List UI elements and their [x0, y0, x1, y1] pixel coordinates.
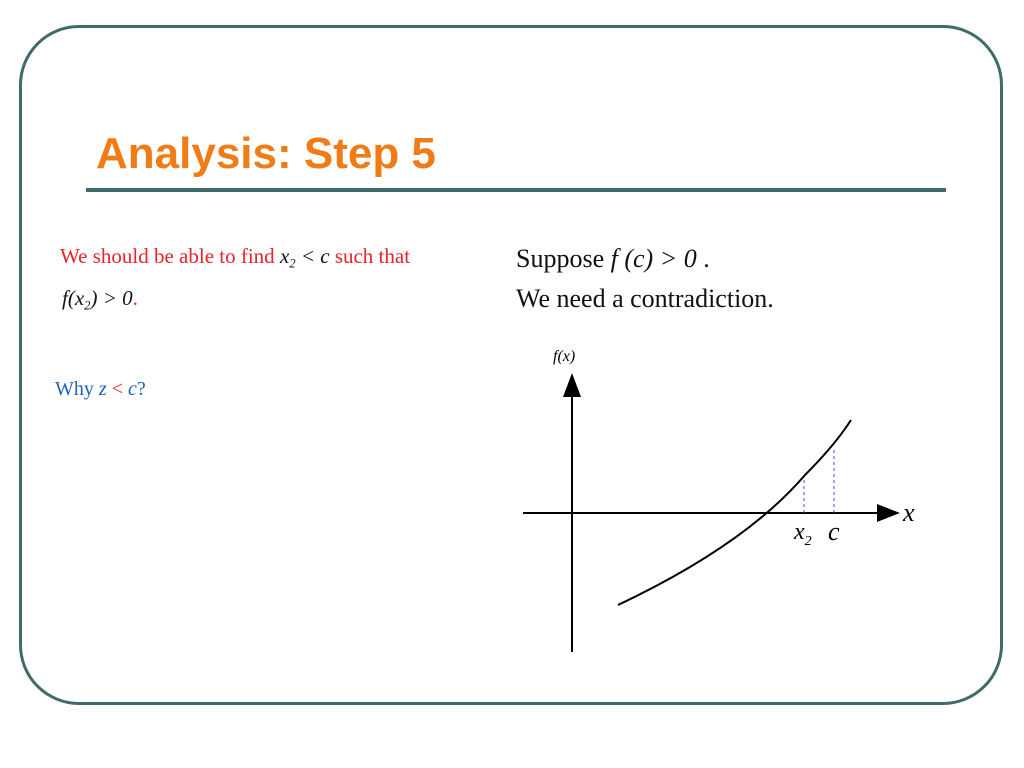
less-than-c-math: < c — [295, 244, 335, 268]
x-axis-label: x — [903, 498, 915, 527]
such-that-text: such that — [334, 244, 411, 268]
statement-period: . — [132, 286, 138, 310]
f-c-math: f (c) > 0 — [610, 244, 697, 273]
x2-label: $x_2$ — [794, 519, 812, 549]
y-axis-label: f(x) — [553, 348, 576, 365]
slide-title: Analysis: Step 5 — [96, 129, 436, 178]
red-statement-line2 — [62, 286, 138, 313]
function-graph — [505, 335, 925, 660]
why-question: Why z < c? — [55, 378, 146, 400]
red-statement-text: We should be able to find — [60, 244, 280, 268]
suppose-statement: Suppose f (c) > 0 . — [516, 244, 710, 273]
y-axis-arrow — [563, 373, 581, 397]
red-statement-line1 — [60, 244, 410, 271]
f-x2-math: $f(x_2) > 0$ — [62, 286, 133, 313]
contradiction-statement: We need a contradiction. — [516, 284, 774, 313]
c-label: c — [828, 517, 840, 546]
title-underline — [86, 188, 946, 192]
x-axis-arrow — [877, 504, 900, 522]
x2-math: $x_2$ — [279, 244, 296, 271]
